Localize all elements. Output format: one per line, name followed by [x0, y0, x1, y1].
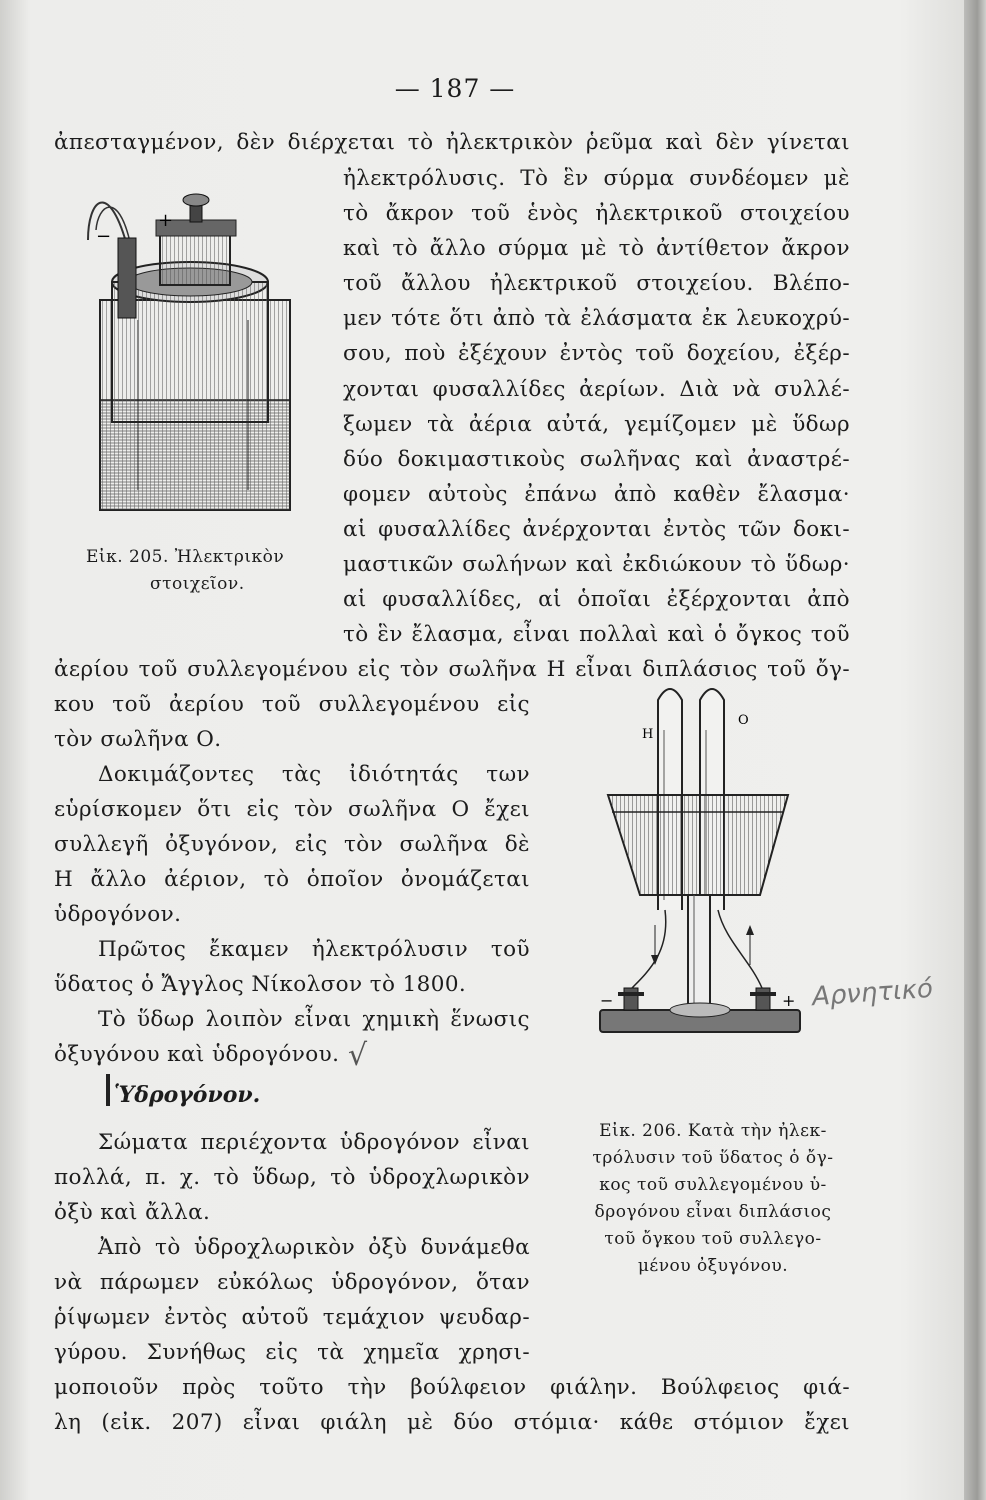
- text-line: μοποιοῦν πρὸς τοῦτο τὴν βούλφειον φιάλην. Βούλφειος φιά-: [54, 1375, 850, 1400]
- text-line: ὀξὺ καὶ ἄλλα.: [54, 1200, 211, 1225]
- text-line: γύρου. Συνήθως εἰς τὰ χημεῖα χρησι-: [54, 1340, 530, 1365]
- caption-line: τρόλυσιν τοῦ ὕδατος ὁ ὄγ-: [592, 1148, 834, 1168]
- text-line: χονται φυσαλλίδες ἀερίων. Διὰ νὰ συλλέ-: [343, 377, 850, 402]
- text-line: Πρῶτος ἔκαμεν ἠλεκτρόλυσιν τοῦ: [98, 937, 530, 962]
- page-edge-shadow: [964, 0, 986, 1500]
- figure-206-caption: [568, 1118, 858, 1280]
- text-line: τοῦ ἄλλου ἠλεκτρικοῦ στοιχείου. Βλέπο-: [343, 271, 850, 296]
- text-line: σου, ποὺ ἐξέχουν ἐντὸς τοῦ δοχείου, ἐξέρ-: [343, 341, 850, 366]
- text-line: φομεν αὐτοὺς ἐπάνω ἀπὸ καθὲν ἔλασμα·: [343, 482, 850, 507]
- text-line: εὑρίσκομεν ὅτι εἰς τὸν σωλῆνα Ο ἔχει: [54, 797, 530, 822]
- caption-line: μένου ὀξυγόνου.: [637, 1256, 789, 1276]
- label-h: Η: [642, 727, 654, 742]
- text-line: μαστικῶν σωλήνων καὶ ἐκδιώκουν τὸ ὕδωρ·: [343, 552, 850, 577]
- text-line: ξωμεν τὰ ἀέρια αὐτά, γεμίζομεν μὲ ὕδωρ: [343, 412, 850, 437]
- section-heading: Ὑδρογόνον.: [114, 1082, 261, 1108]
- plus-sign: +: [158, 210, 174, 231]
- text-line: ἀπεσταγμένον, δὲν διέρχεται τὸ ἠλεκτρικὸν ῥεῦμα καὶ δὲν γίνεται: [54, 130, 850, 155]
- text-line: Δοκιμάζοντες τὰς ἰδιότητάς των: [98, 762, 530, 787]
- figure-205-electric-cell: [78, 190, 318, 530]
- text-line: Σώματα περιέχοντα ὑδρογόνον εἶναι: [98, 1130, 530, 1155]
- text-line: αἱ φυσαλλίδες, αἱ ὁποῖαι ἐξέρχονται ἀπὸ: [343, 587, 850, 612]
- text-line: πολλά, π. χ. τὸ ὕδωρ, τὸ ὑδροχλωρικὸν: [54, 1165, 530, 1190]
- figure-205-caption-line2: στοιχεῖον.: [150, 574, 245, 594]
- label-o: Ο: [738, 713, 749, 728]
- text-line: καὶ τὸ ἄλλο σύρμα μὲ τὸ ἀντίθετον ἄκρον: [343, 236, 850, 261]
- text-line: νὰ πάρωμεν εὐκόλως ὑδρογόνον, ὅταν: [54, 1270, 530, 1295]
- plus-sign: +: [782, 991, 796, 1010]
- text-line: τὸ ἄκρον τοῦ ἑνὸς ἠλεκτρικοῦ στοιχείου: [343, 201, 850, 226]
- figure-205-caption-line1: Εἰκ. 205. Ἠλεκτρικὸν: [86, 547, 285, 567]
- page-number: — 187 —: [394, 74, 516, 103]
- text-line: ἀερίου τοῦ συλλεγομένου εἰς τὸν σωλῆνα Η εἶναι διπλάσιος τοῦ ὄγ-: [54, 657, 850, 682]
- text-line: Η ἄλλο ἀέριον, τὸ ὁποῖον ὀνομάζεται: [54, 867, 530, 892]
- caption-line: δρογόνου εἶναι διπλάσιος: [594, 1202, 832, 1222]
- handwritten-margin-note: Αρνητικό: [811, 973, 934, 1013]
- text-line: ἠλεκτρόλυσις. Τὸ ἓν σύρμα συνδέομεν μὲ: [343, 166, 850, 191]
- figure-206-electrolysis-apparatus: [560, 670, 860, 1090]
- text-line: Τὸ ὕδωρ λοιπὸν εἶναι χημικὴ ἕνωσις: [98, 1007, 530, 1032]
- text-line: ὑδρογόνον.: [54, 902, 182, 927]
- text-line: ῥίψωμεν ἐντὸς αὐτοῦ τεμάχιον ψευδαρ-: [54, 1305, 530, 1330]
- text-line: λη (εἰκ. 207) εἶναι φιάλη μὲ δύο στόμια· κάθε στόμιον ἔχει: [54, 1410, 850, 1435]
- text-line: Ἀπὸ τὸ ὑδροχλωρικὸν ὀξὺ δυνάμεθα: [98, 1235, 530, 1260]
- minus-sign: −: [96, 226, 112, 247]
- text-line: κου τοῦ ἀερίου τοῦ συλλεγομένου εἰς: [54, 692, 530, 717]
- heading-margin-mark: [106, 1074, 110, 1106]
- text-line: δύο δοκιμαστικοὺς σωλῆνας καὶ ἀναστρέ-: [343, 447, 850, 472]
- handwritten-check: √: [348, 1038, 368, 1073]
- text-line: ὀξυγόνου καὶ ὑδρογόνου.: [54, 1042, 340, 1067]
- text-line: αἱ φυσαλλίδες ἀνέρχονται ἐντὸς τῶν δοκι-: [343, 517, 850, 542]
- text-line: τὸν σωλῆνα Ο.: [54, 727, 222, 752]
- caption-line: Εἰκ. 206. Κατὰ τὴν ἠλεκ-: [599, 1121, 827, 1141]
- caption-line: τοῦ ὄγκου τοῦ συλλεγο-: [604, 1229, 822, 1249]
- text-line: μεν τότε ὅτι ἀπὸ τὰ ἐλάσματα ἐκ λευκοχρύ-: [343, 306, 850, 331]
- text-line: τὸ ἓν ἔλασμα, εἶναι πολλαὶ καὶ ὁ ὄγκος τοῦ: [343, 622, 850, 647]
- caption-line: κος τοῦ συλλεγομένου ὑ-: [599, 1175, 827, 1195]
- minus-sign: −: [600, 991, 614, 1010]
- text-line: συλλεγῆ ὀξυγόνον, εἰς τὸν σωλῆνα δὲ: [54, 832, 530, 857]
- text-line: ὕδατος ὁ Ἄγγλος Νίκολσον τὸ 1800.: [54, 972, 467, 997]
